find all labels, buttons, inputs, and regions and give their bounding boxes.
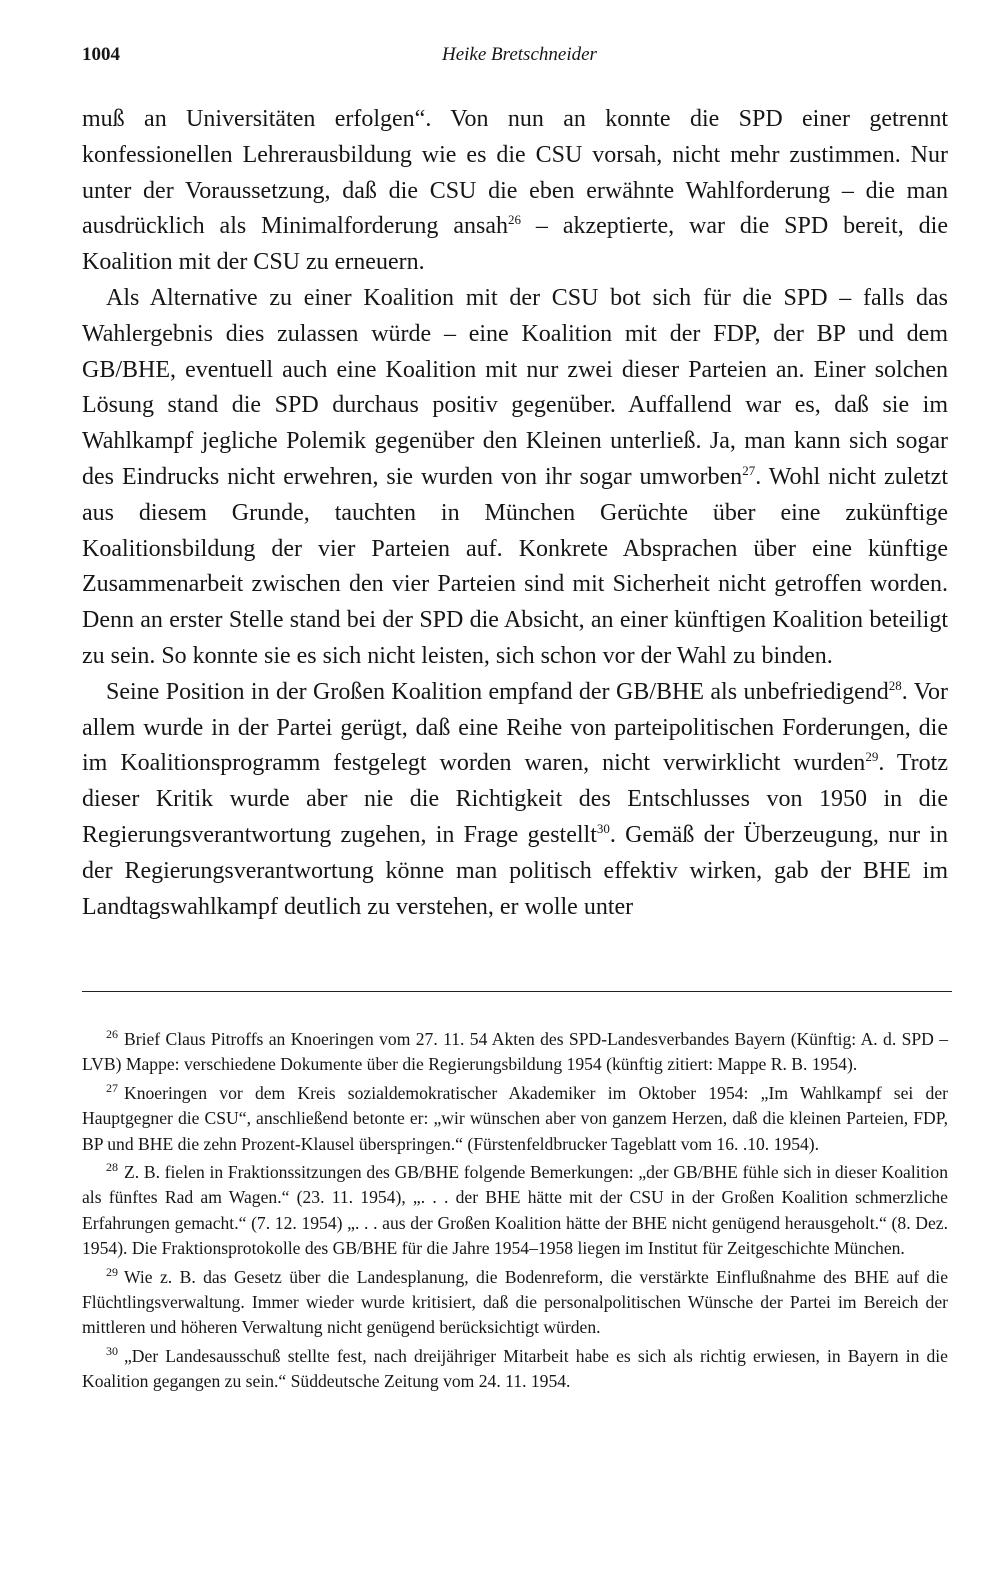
footnotes xyxy=(82,1027,948,1398)
footnote-divider xyxy=(82,991,952,992)
footnote-ref: 26 xyxy=(508,212,521,228)
footnote-26 xyxy=(82,1027,948,1078)
footnote-marker: 26 xyxy=(106,1027,118,1042)
running-head: Heike Bretschneider xyxy=(442,44,597,65)
page-header xyxy=(82,44,952,74)
text-span: . Trotz dieser Kritik wurde aber nie die Richtigkeit des Entschlusses von 1950 in die Regierungsverantwortung zugehen, in Frage gestellt xyxy=(82,750,948,848)
footnote-marker: 28 xyxy=(106,1160,118,1175)
footnote-marker: 29 xyxy=(106,1264,118,1279)
text-span: . Vor allem wurde in der Partei gerügt, daß eine Reihe von parteipolitischen Forderungen, die im Koalitionsprogramm festgelegt worden waren, nicht verwirklicht wurden xyxy=(82,678,949,777)
paragraph-2 xyxy=(82,281,948,675)
main-text xyxy=(82,102,948,925)
footnote-27 xyxy=(82,1081,948,1157)
footnote-marker: 27 xyxy=(106,1080,118,1095)
text-span: muß an Universitäten erfolgen“. Von nun an konnte die SPD einer getrennt konfessionellen Lehrerausbildung wie es die CSU vorsah, nicht mehr zustimmen. Nur unter der Voraussetzung, daß die CSU die eben erwähnte Wahlforderung – die man ausdrücklich als Minimalforderung ansah xyxy=(82,106,948,240)
text-span: . Gemäß der Überzeugung, nur in der Regierungsverantwortung könne man politisch effektiv wirken, gab der BHE im Landtagswahlkampf deutlich zu verstehen, er wolle unter xyxy=(82,821,948,920)
footnote-30 xyxy=(82,1344,948,1395)
footnote-text: „Der Landesausschuß stellte fest, nach dreijähriger Mitarbeit habe es sich als richtig erwiesen, in Bayern in die Koalition gegangen zu sein.“ Süddeutsche Zeitung vom 24. 11. 1954. xyxy=(82,1345,948,1392)
text-span: Seine Position in der Großen Koalition empfand der GB/BHE als unbefriedigend xyxy=(106,678,889,705)
footnote-marker: 30 xyxy=(106,1344,118,1359)
footnote-ref: 28 xyxy=(888,677,902,693)
footnote-ref: 30 xyxy=(596,820,610,836)
footnote-text: Knoeringen vor dem Kreis sozialdemokratischer Akademiker im Oktober 1954: „Im Wahlkampf sei der Hauptgegner die CSU“, anschließend betonte er: „wir wünschen aber von ganzem Herzen, daß die kleinen Parteien, FDP, BP und BHE die zehn Prozent-Klausel überspringen.“ (Fürstenfeldbrucker Tageblatt vom 16. .10. 1954). xyxy=(82,1082,948,1154)
footnote-text: Brief Claus Pitroffs an Knoeringen vom 27. 11. 54 Akten des SPD-Landesverbandes Bayern (Künftig: A. d. SPD – LVB) Mappe: verschiedene Dokumente über die Regierungsbildung 1954 (künftig zitiert: Mappe R. B. 1954). xyxy=(82,1029,948,1075)
footnote-text: Z. B. fielen in Fraktionssitzungen des GB/BHE folgende Bemerkungen: „der GB/BHE fühle sich in dieser Koalition als fünftes Rad am Wagen.“ (23. 11. 1954), „. . . der BHE hätte mit der CSU in der Großen Koalition schmerzliche Erfahrungen gemacht.“ (7. 12. 1954) „. . . aus der Großen Koalition hätte der BHE nicht genügend herausgeholt.“ (8. Dez. 1954). Die Fraktionsprotokolle des GB/BHE für die Jahre 1954–1958 liegen im Institut für Zeitgeschichte München. xyxy=(82,1162,948,1259)
paragraph-1 xyxy=(82,102,948,281)
text-span: Als Alternative zu einer Koalition mit der CSU bot sich für die SPD – falls das Wahlergebnis dies zulassen würde – eine Koalition mit der FDP, der BP und dem GB/BHE, eventuell auch eine Koalition mit nur zwei dieser Parteien an. Einer solchen Lösung stand die SPD durchaus positiv gegenüber. Auffallend war es, daß sie im Wahlkampf jegliche Polemik gegenüber den Kleinen unterließ. Ja, man kann sich sogar des Eindrucks nicht erwehren, sie wurden von ihr sogar umworben xyxy=(82,284,948,490)
page-number: 1004 xyxy=(82,44,120,65)
footnote-text: Wie z. B. das Gesetz über die Landesplanung, die Bodenreform, die verstärkte Einflußnahme des BHE auf die Flüchtlingsverwaltung. Immer wieder wurde kritisiert, daß die personalpolitischen Wünsche der Partei im Bereich der mittleren und höheren Verwaltung nicht genügend berücksichtigt würden. xyxy=(82,1266,948,1338)
footnote-28 xyxy=(82,1160,948,1262)
footnote-29 xyxy=(82,1265,948,1341)
text-span: . Wohl nicht zuletzt aus diesem Grunde, tauchten in München Gerüchte über eine zukünftige Koalitionsbildung der vier Parteien auf. Konkrete Absprachen über eine künftige Zusammenarbeit zwischen den vier Parteien sind mit Sicherheit nicht getroffen worden. Denn an erster Stelle stand bei der SPD die Absicht, an einer künftigen Koalition beteiligt zu sein. So konnte sie es sich nicht leisten, sich schon vor der Wahl zu binden. xyxy=(82,463,948,669)
footnote-ref: 27 xyxy=(742,462,756,478)
text-span: – akzeptierte, war die SPD bereit, die Koalition mit der CSU zu erneuern. xyxy=(82,213,948,276)
paragraph-3 xyxy=(82,675,948,926)
footnote-ref: 29 xyxy=(865,749,879,765)
